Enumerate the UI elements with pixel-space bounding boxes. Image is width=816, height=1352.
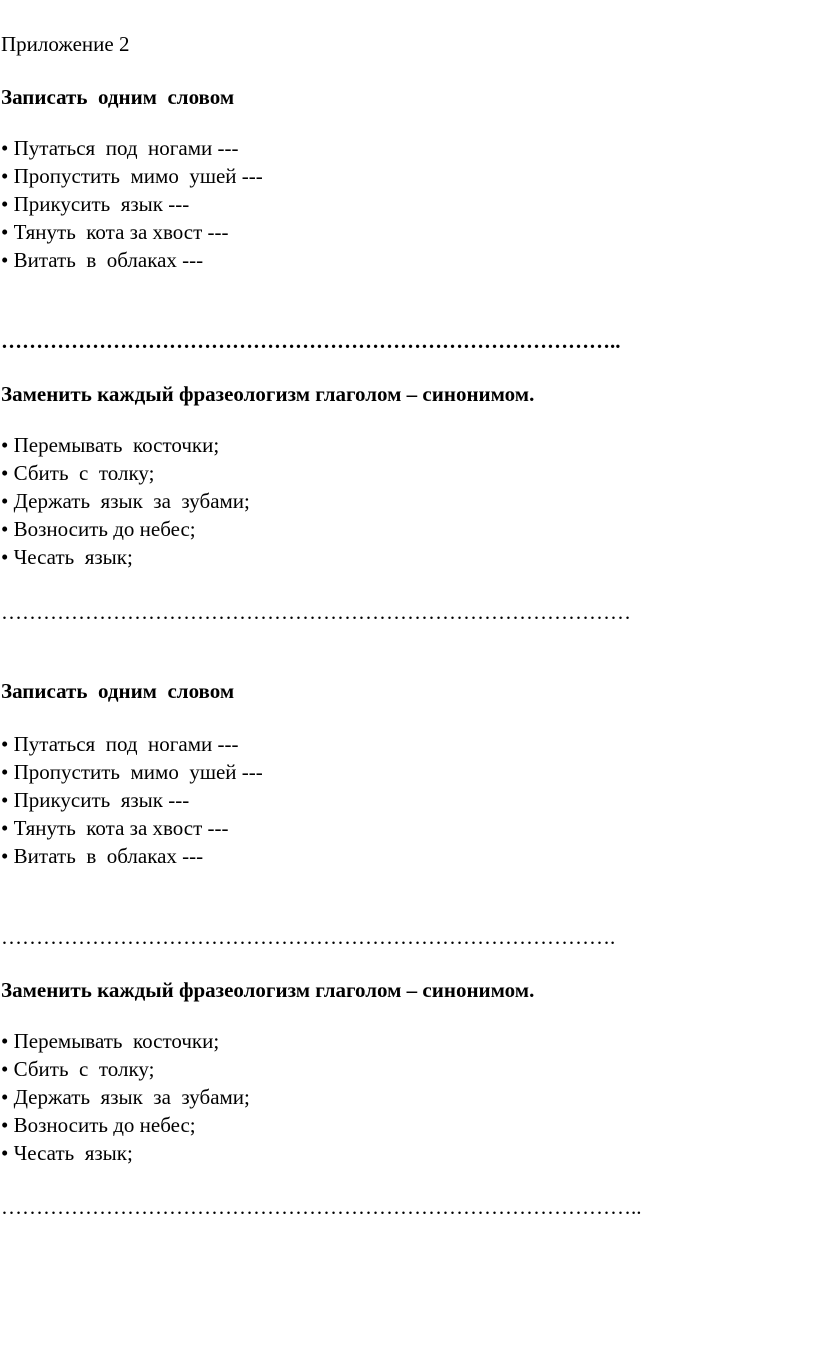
section-2-heading: Заменить каждый фразеологизм глаголом – синонимом.: [1, 382, 535, 406]
section-4-heading: Заменить каждый фразеологизм глаголом – синонимом.: [1, 978, 535, 1002]
section-2-item-2: • Сбить с толку;: [1, 461, 155, 485]
section-1-item-1: • Путаться под ногами ---: [1, 136, 239, 160]
section-1-item-5: • Витать в облаках ---: [1, 248, 204, 272]
section-3-item-2: • Пропустить мимо ушей ---: [1, 760, 263, 784]
section-1-item-4: • Тянуть кота за хвост ---: [1, 220, 229, 244]
section-4-item-1: • Перемывать косточки;: [1, 1029, 220, 1053]
section-3-item-5: • Витать в облаках ---: [1, 844, 204, 868]
section-4-item-2: • Сбить с толку;: [1, 1057, 155, 1081]
section-2-divider: ………………………………………………………………………………: [1, 600, 631, 624]
section-4-item-5: • Чесать язык;: [1, 1141, 133, 1165]
section-4-item-4: • Возносить до небес;: [1, 1113, 196, 1137]
appendix-title: Приложение 2: [1, 32, 130, 56]
section-3-item-1: • Путаться под ногами ---: [1, 732, 239, 756]
section-1-heading: Записать одним словом: [1, 85, 235, 109]
section-2-item-5: • Чесать язык;: [1, 545, 133, 569]
section-1-divider: ……………………………………………………………………………..: [1, 329, 621, 353]
section-4-divider: ………………………………………………………………………………..: [1, 1195, 642, 1219]
section-3-item-4: • Тянуть кота за хвост ---: [1, 816, 229, 840]
section-2-item-1: • Перемывать косточки;: [1, 433, 220, 457]
section-4-item-3: • Держать язык за зубами;: [1, 1085, 250, 1109]
section-3-heading: Записать одним словом: [1, 679, 235, 703]
section-3-item-3: • Прикусить язык ---: [1, 788, 190, 812]
section-2-item-4: • Возносить до небес;: [1, 517, 196, 541]
section-1-item-3: • Прикусить язык ---: [1, 192, 190, 216]
section-2-item-3: • Держать язык за зубами;: [1, 489, 250, 513]
section-3-divider: …………………………………………………………………………….: [1, 925, 616, 949]
section-1-item-2: • Пропустить мимо ушей ---: [1, 164, 263, 188]
